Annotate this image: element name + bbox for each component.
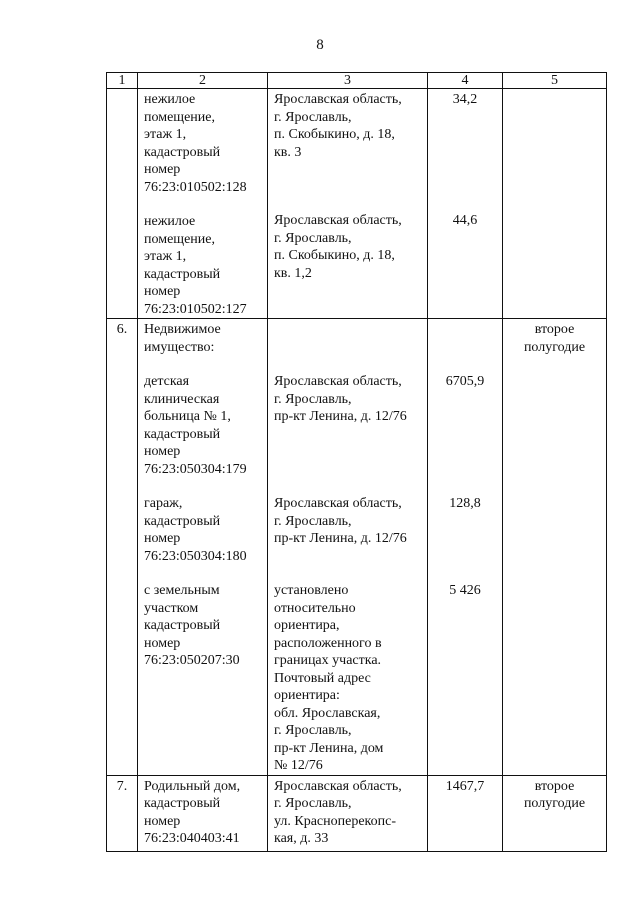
term-line: полугодие	[523, 796, 586, 811]
object-name-line: номер	[144, 635, 181, 651]
address-line: пр-кт Ленина, д. 12/76	[274, 531, 407, 546]
object-name-line: нежилое	[144, 214, 196, 229]
object-name-line: Родильный дом,	[144, 778, 241, 794]
term-cell	[503, 775, 607, 851]
term-line: второе	[534, 322, 575, 337]
object-name-line: кадастровый	[144, 618, 221, 633]
object-name-line: клиническая	[144, 391, 220, 407]
property-table	[106, 72, 607, 852]
address-block	[274, 91, 423, 212]
address-line: п. Скобыкино, д. 18,	[274, 127, 395, 142]
object-name-line: номер	[144, 284, 181, 299]
address-line: г. Ярославль,	[274, 723, 352, 738]
row-number-cell	[107, 89, 138, 319]
list-item	[144, 495, 263, 565]
term-cell	[503, 89, 607, 319]
row-number-cell: 6.	[107, 319, 138, 776]
area-value: 44,6	[452, 213, 478, 228]
address-line: границах участка.	[274, 653, 382, 668]
object-name-line: больница № 1,	[144, 409, 231, 424]
cadastral-number: 76:23:040403:41	[144, 831, 240, 846]
area-cell	[428, 775, 503, 851]
object-name-line: кадастровый	[144, 796, 221, 811]
page-number: 8	[316, 37, 324, 53]
address-line: кв. 1,2	[274, 265, 312, 281]
address-line: кв. 3	[274, 144, 302, 160]
column-header-2: 2	[138, 73, 268, 89]
object-name-line: помещение,	[144, 109, 215, 125]
list-item	[144, 213, 263, 318]
cadastral-number: 76:23:010502:127	[144, 301, 247, 317]
address-line: ул. Красноперекопс-	[274, 813, 397, 829]
address-line: относительно	[274, 600, 356, 616]
object-name-line: этаж 1,	[144, 127, 187, 142]
table-row	[107, 89, 607, 319]
address-line: расположенного в	[274, 635, 382, 651]
area-cell	[428, 89, 503, 319]
address-cell	[268, 89, 428, 319]
list-item	[144, 91, 263, 196]
area-value: 6705,9	[445, 374, 485, 389]
object-name-line: этаж 1,	[144, 249, 187, 264]
address-line: п. Скобыкино, д. 18,	[274, 248, 395, 263]
address-line: Ярославская область,	[274, 213, 402, 228]
address-line: кая, д. 33	[274, 831, 329, 846]
object-name-line: номер	[144, 444, 181, 459]
address-line: Ярославская область,	[274, 92, 402, 107]
address-line: Ярославская область,	[274, 496, 402, 511]
object-name-cell	[138, 775, 268, 851]
table-row	[107, 775, 607, 851]
address-line: г. Ярославль,	[274, 109, 352, 125]
address-cell	[268, 775, 428, 851]
address-line: ориентира,	[274, 618, 340, 633]
object-name-line: номер	[144, 531, 181, 546]
address-line: г. Ярославль,	[274, 796, 352, 811]
address-line: г. Ярославль,	[274, 230, 352, 246]
object-name-line: кадастровый	[144, 513, 221, 529]
cadastral-number: 76:23:050304:180	[144, 548, 247, 564]
list-item	[144, 373, 263, 478]
section-heading-line: имущество:	[144, 339, 215, 355]
table-header-row	[107, 73, 607, 89]
object-name-line: участком	[144, 600, 199, 616]
term-line: второе	[534, 778, 575, 794]
area-value: 5 426	[449, 583, 481, 598]
cadastral-number: 76:23:050207:30	[144, 653, 240, 668]
address-line: ориентира:	[274, 688, 340, 703]
list-item	[144, 582, 263, 670]
section-heading-line: Недвижимое	[144, 322, 221, 337]
address-line: г. Ярославль,	[274, 513, 352, 529]
column-header-5: 5	[503, 73, 607, 89]
address-block	[274, 495, 423, 582]
row-number-cell: 7.	[107, 775, 138, 851]
object-name-line: нежилое	[144, 92, 196, 107]
area-cell	[428, 319, 503, 776]
area-value: 34,2	[452, 92, 478, 107]
term-line: полугодие	[523, 339, 586, 355]
address-line: № 12/76	[274, 758, 323, 773]
object-name-line: номер	[144, 813, 181, 829]
object-name-cell	[138, 89, 268, 319]
object-name-line: гараж,	[144, 496, 183, 511]
area-value: 128,8	[449, 496, 481, 511]
table-row	[107, 319, 607, 776]
object-name-cell	[138, 319, 268, 776]
object-name-line: номер	[144, 162, 181, 177]
address-line: Почтовый адрес	[274, 670, 371, 686]
object-name-line: кадастровый	[144, 144, 221, 160]
address-line: установлено	[274, 583, 349, 598]
area-value: 1467,7	[445, 778, 485, 794]
address-block	[274, 373, 423, 495]
address-block	[274, 582, 423, 775]
object-name-line: кадастровый	[144, 266, 221, 282]
cadastral-number: 76:23:050304:179	[144, 461, 247, 477]
term-cell	[503, 319, 607, 776]
object-name-line: детская	[144, 374, 190, 389]
object-name-line: кадастровый	[144, 426, 221, 442]
address-line: г. Ярославль,	[274, 391, 352, 407]
object-name-line: помещение,	[144, 231, 215, 247]
column-header-3: 3	[268, 73, 428, 89]
address-block	[274, 212, 423, 282]
address-cell	[268, 319, 428, 776]
address-line: пр-кт Ленина, д. 12/76	[274, 409, 407, 424]
column-header-1: 1	[107, 73, 138, 89]
cadastral-number: 76:23:010502:128	[144, 179, 247, 195]
column-header-4: 4	[428, 73, 503, 89]
address-line: Ярославская область,	[274, 374, 402, 389]
object-name-line: с земельным	[144, 583, 220, 598]
address-line: обл. Ярославская,	[274, 705, 381, 721]
address-line: Ярославская область,	[274, 778, 402, 794]
address-line: пр-кт Ленина, дом	[274, 740, 384, 756]
